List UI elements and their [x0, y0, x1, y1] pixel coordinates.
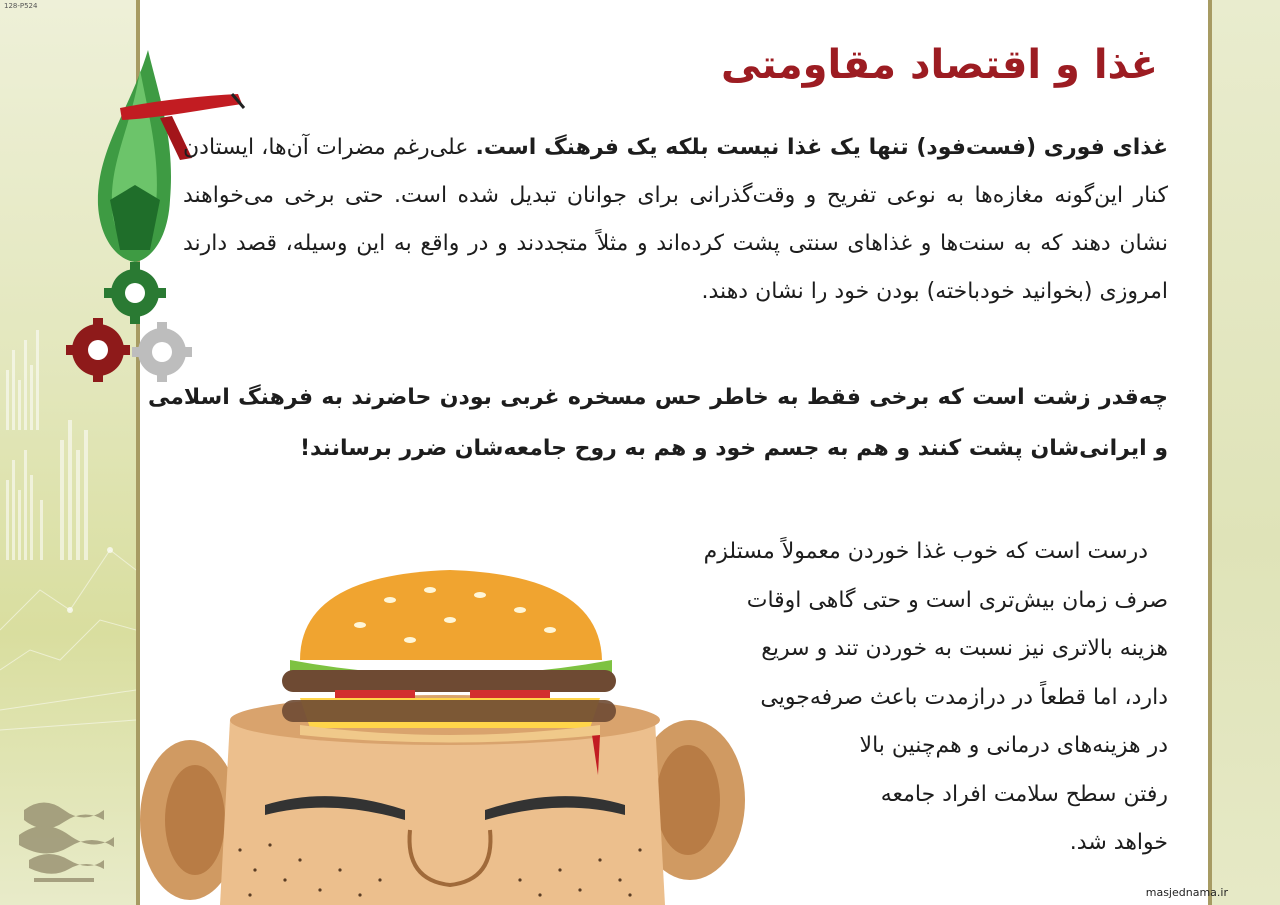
paragraph-3-line: دارد، اما قطعاً در درازمدت باعث صرفه‌جویی: [760, 684, 1168, 710]
paragraph-1-lead: غذای فوری (فست‌فود) تنها یک غذا نیست بلکه یک فرهنگ است.: [475, 135, 1168, 160]
paragraph-3-line: هزینه بالاتری نیز نسبت به خوردن تند و سریع: [761, 636, 1168, 661]
paragraph-1-body: علی‌رغم مضرات آن‌ها، ایستادن کنار این‌گونه مغازه‌ها به نوعی تفریح و وقت‌گذرانی برای جوانان تبدیل شده است. حتی برخی می‌خواهند نشان دهند که به سنت‌ها و غذاهای سنتی پشت کرده‌اند و مثلاً متجددند و در واقع به این وسیله، قصد دارند امروزی (بخوانید خودباخته) بودن خود را نشان دهند.: [183, 135, 1168, 304]
red-gear-icon: [66, 318, 130, 382]
paragraph-2: چه‌قدر زشت است که برخی فقط به خاطر حس مسخره غربی بودن حاضرند به فرهنگ اسلامی و ایرانی‌شان پشت کنند و هم به جسم خود و هم به روح جامعه‌شان ضرر برسانند!: [148, 385, 1168, 461]
green-gear-icon: [104, 262, 166, 324]
paragraph-3-line: در هزینه‌های درمانی و هم‌چنین بالا: [859, 733, 1168, 758]
paragraph-1: [183, 124, 1168, 316]
code-label: 128-P524: [4, 2, 38, 10]
paragraph-3-line: درست است که خوب غذا خوردن معمولاً مستلزم: [703, 539, 1148, 564]
paragraph-3-line: رفتن سطح سلامت افراد جامعه: [880, 781, 1168, 807]
paragraph-3-line: خواهد شد.: [1069, 830, 1168, 855]
page-title: غذا و اقتصاد مقاومتی: [721, 42, 1158, 88]
tree-icon: [98, 50, 171, 262]
paragraph-3: [528, 528, 1168, 868]
paragraph-3-line: صرف زمان بیش‌تری است و حتی گاهی اوقات: [746, 587, 1168, 613]
site-url: masjednama.ir: [1145, 886, 1228, 899]
